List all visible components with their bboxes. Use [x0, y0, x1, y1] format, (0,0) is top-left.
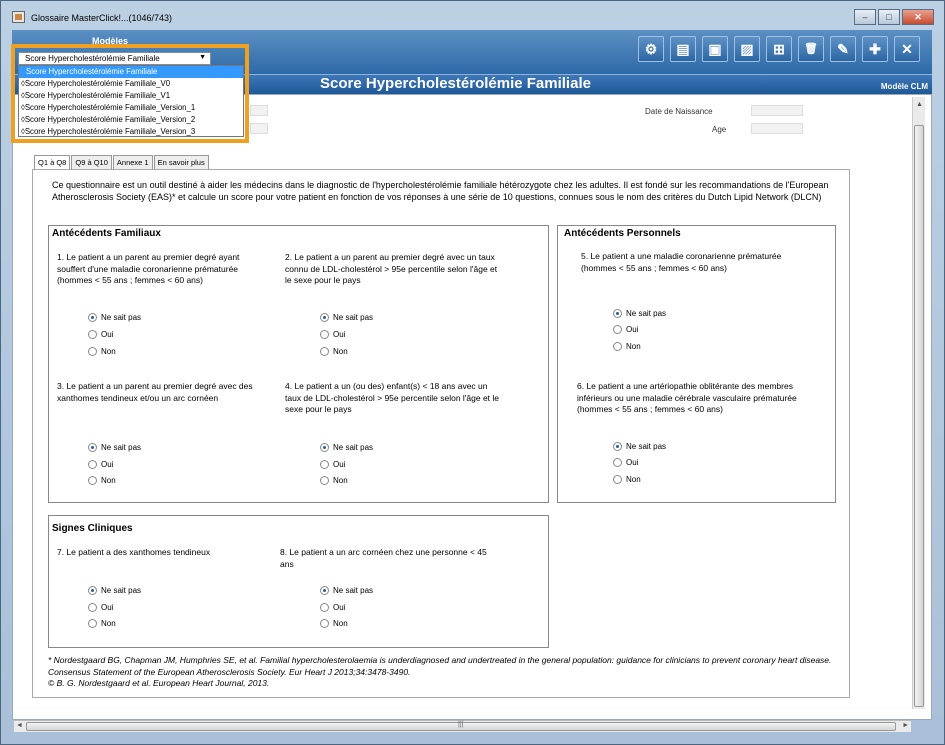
radio-icon: [320, 460, 329, 469]
age-label: Age: [712, 125, 727, 134]
q1-ne-sait-pas[interactable]: Ne sait pas: [88, 313, 141, 322]
add-page-icon[interactable]: ⊞: [766, 36, 792, 62]
footnote-reference: * Nordestgaard BG, Chapman JM, Humphries SE, et al. Familial hypercholesterolaemia is underdiagnosed and undertreated in the general population: guidance for clinicians to prevent coronary heart disease. Consensus Statement of the European Atherosclerosis Society. Eur Heart J 2013;34:3478-3490.: [48, 655, 832, 677]
vertical-scrollbar[interactable]: [912, 97, 925, 709]
radio-icon: [88, 443, 97, 452]
radio-icon: [613, 475, 622, 484]
modele-label: Modèle CLM: [880, 82, 928, 91]
question-6: 6. Le patient a une artériopathie oblitérante des membres inférieurs ou une maladie cérébrale vasculaire prématurée (hommes < 55 ans ; femmes < 60 ans): [577, 381, 797, 414]
page-title: Score Hypercholestérolémie Familiale: [320, 75, 591, 92]
radio-icon: [88, 586, 97, 595]
dropdown-item[interactable]: ◊Score Hypercholestérolémie Familiale_Version_2: [21, 115, 196, 124]
question-2: 2. Le patient a un parent au premier degré avec un taux connu de LDL-cholestérol > 95e percentile selon l'âge et le sexe pour le pays: [285, 252, 498, 285]
patient-field-2[interactable]: [250, 123, 268, 134]
radio-icon: [320, 347, 329, 356]
tab-q9-q10[interactable]: Q9 à Q10: [71, 155, 112, 169]
radio-icon: [320, 603, 329, 612]
q8-oui[interactable]: Oui: [320, 603, 345, 612]
q1-non[interactable]: Non: [88, 347, 116, 356]
group-title-personnels: Antécédents Personnels: [564, 228, 681, 239]
question-1: 1. Le patient a un parent au premier degré ayant souffert d'une maladie coronarienne prématurée (hommes < 55 ans ; femmes < 60 ans): [57, 252, 240, 285]
settings-icon[interactable]: ⚙: [638, 36, 664, 62]
minimize-button[interactable]: –: [854, 9, 876, 25]
q5-ne-sait-pas[interactable]: Ne sait pas: [613, 309, 666, 318]
q7-non[interactable]: Non: [88, 619, 116, 628]
radio-icon: [320, 330, 329, 339]
trash-icon[interactable]: 🗑: [798, 36, 824, 62]
q6-ne-sait-pas[interactable]: Ne sait pas: [613, 442, 666, 451]
radio-icon: [88, 313, 97, 322]
dropdown-item[interactable]: ◊Score Hypercholestérolémie Familiale_Version_1: [21, 103, 196, 112]
maximize-button[interactable]: □: [878, 9, 900, 25]
group-title-familiaux: Antécédents Familiaux: [52, 228, 161, 239]
q7-ne-sait-pas[interactable]: Ne sait pas: [88, 586, 141, 595]
book-icon[interactable]: ▤: [670, 36, 696, 62]
window-title: Glossaire MasterClick!...(1046/743): [31, 13, 173, 23]
dob-field[interactable]: [751, 105, 803, 116]
age-field[interactable]: [751, 123, 803, 134]
q6-non[interactable]: Non: [613, 475, 641, 484]
question-5: 5. Le patient a une maladie coronarienne prématurée (hommes < 55 ans ; femmes < 60 ans): [581, 251, 782, 273]
dropdown-item[interactable]: ◊Score Hypercholestérolémie Familiale_V0: [21, 79, 171, 88]
patient-field-1[interactable]: [250, 105, 268, 116]
radio-icon: [88, 619, 97, 628]
vertical-scroll-thumb[interactable]: [914, 125, 924, 707]
q3-ne-sait-pas[interactable]: Ne sait pas: [88, 443, 141, 452]
q2-ne-sait-pas[interactable]: Ne sait pas: [320, 313, 373, 322]
radio-icon: [613, 325, 622, 334]
q3-non[interactable]: Non: [88, 476, 116, 485]
q6-oui[interactable]: Oui: [613, 458, 638, 467]
chevron-down-icon: ▼: [199, 54, 206, 61]
tab-strip: [34, 155, 210, 170]
dropdown-item[interactable]: ◊Score Hypercholestérolémie Familiale_Version_3: [21, 127, 196, 136]
radio-icon: [613, 442, 622, 451]
close-box-icon[interactable]: ✕: [894, 36, 920, 62]
footnote: [48, 655, 838, 690]
q7-oui[interactable]: Oui: [88, 603, 113, 612]
model-select-value: Score Hypercholestérolémie Familiale: [25, 54, 160, 63]
group-signes-cliniques: [48, 515, 549, 648]
model-select[interactable]: [18, 52, 211, 65]
q4-ne-sait-pas[interactable]: Ne sait pas: [320, 443, 373, 452]
close-window-button[interactable]: ✕: [902, 9, 934, 25]
tab-q1-q8[interactable]: Q1 à Q8: [34, 155, 70, 170]
radio-icon: [320, 443, 329, 452]
title-bar: [1, 1, 944, 31]
q1-oui[interactable]: Oui: [88, 330, 113, 339]
q4-oui[interactable]: Oui: [320, 460, 345, 469]
footnote-copyright: © B. G. Nordestgaard et al. European Heart Journal, 2013.: [48, 678, 270, 688]
radio-icon: [320, 586, 329, 595]
scroll-left-icon[interactable]: ◄: [16, 722, 23, 729]
scroll-right-icon[interactable]: ►: [902, 722, 909, 729]
radio-icon: [88, 330, 97, 339]
radio-icon: [88, 347, 97, 356]
intro-text: Ce questionnaire est un outil destiné à aider les médecins dans le diagnostic de l'hypercholestérolémie familiale hétérozygote chez les adultes. Il est fondé sur les recommandations de l'European Atherosclerosis Society (EAS)* et calcule un score pour votre patient en fonction de vos réponses à une série de 10 questions, connues sous le nom des critères du Dutch Lipid Network (DLCN): [52, 180, 829, 202]
tab-en-savoir-plus[interactable]: En savoir plus: [154, 155, 209, 169]
radio-icon: [320, 476, 329, 485]
radio-icon: [320, 619, 329, 628]
radio-icon: [88, 460, 97, 469]
q2-oui[interactable]: Oui: [320, 330, 345, 339]
radio-icon: [613, 342, 622, 351]
dob-label: Date de Naissance: [645, 107, 713, 116]
group-title-cliniques: Signes Cliniques: [52, 523, 133, 534]
q4-non[interactable]: Non: [320, 476, 348, 485]
save-as-icon[interactable]: ▨: [734, 36, 760, 62]
radio-icon: [88, 603, 97, 612]
dropdown-item[interactable]: ◊Score Hypercholestérolémie Familiale_V1: [21, 91, 171, 100]
question-8: 8. Le patient a un arc cornéen chez une personne < 45 ans: [280, 547, 487, 569]
tab-annexe-1[interactable]: Annexe 1: [113, 155, 153, 169]
q3-oui[interactable]: Oui: [88, 460, 113, 469]
scroll-grip-icon: |||: [458, 721, 464, 728]
q5-oui[interactable]: Oui: [613, 325, 638, 334]
dropdown-item[interactable]: Score Hypercholestérolémie Familiale: [19, 66, 243, 78]
app-icon: [12, 11, 25, 23]
q5-non[interactable]: Non: [613, 342, 641, 351]
scroll-up-icon[interactable]: ▲: [916, 101, 923, 108]
new-doc-icon[interactable]: ✚: [862, 36, 888, 62]
model-dropdown-list: [18, 65, 244, 137]
radio-icon: [320, 313, 329, 322]
q8-ne-sait-pas[interactable]: Ne sait pas: [320, 586, 373, 595]
edit-icon[interactable]: ✎: [830, 36, 856, 62]
question-4: 4. Le patient a un (ou des) enfant(s) < 18 ans avec un taux de LDL-cholestérol > 95e percentile selon l'âge et le sexe pour le pays: [285, 381, 500, 414]
question-7: 7. Le patient a des xanthomes tendineux: [57, 547, 211, 557]
horizontal-scrollbar[interactable]: [14, 720, 911, 732]
save-icon[interactable]: ▣: [702, 36, 728, 62]
radio-icon: [88, 476, 97, 485]
q2-non[interactable]: Non: [320, 347, 348, 356]
question-3: 3. Le patient a un parent au premier degré avec des xanthomes tendineux et/ou un arc cornéen: [57, 381, 253, 403]
radio-icon: [613, 458, 622, 467]
radio-icon: [613, 309, 622, 318]
q8-non[interactable]: Non: [320, 619, 348, 628]
modeles-label: Modèles: [92, 36, 129, 46]
